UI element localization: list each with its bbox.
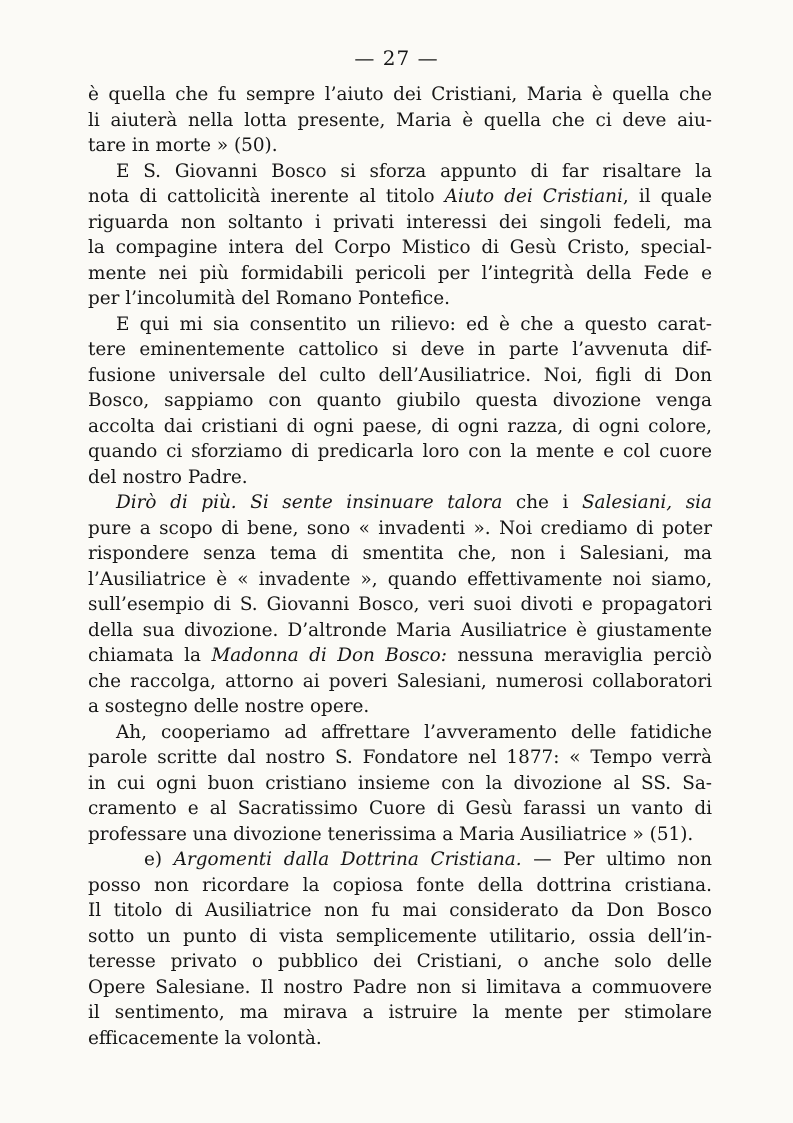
text-run: riguarda non soltanto i privati interessi dei singoli fedeli, ma (88, 211, 712, 233)
text-line (88, 898, 712, 924)
text-line (88, 388, 712, 414)
italic-text: Salesiani, sia (581, 492, 712, 513)
text-run: teresse privato o pubblico dei Cristiani, o anche solo delle (88, 951, 712, 972)
text-run: tere eminentemente cattolico si deve in parte l’avvenuta dif- (88, 339, 712, 360)
text-run: per l’incolumità del Romano Pontefice. (88, 288, 450, 309)
text-run: pure a scopo di bene, sono « invadenti ». Noi crediamo di poter (88, 517, 712, 539)
text-line (88, 363, 712, 389)
text-run: sotto un punto di vista semplicemente utilitario, ossia dell’in- (88, 925, 712, 947)
text-run: accolta dai cristiani di ogni paese, di ogni razza, di ogni colore, (88, 415, 712, 437)
text-run: il sentimento, ma mirava a istruire la mente per stimolare (88, 1002, 712, 1023)
text-run: nessuna meraviglia perciò (446, 645, 712, 666)
text-line (88, 516, 712, 542)
text-line (88, 414, 712, 440)
text-run: efficacemente la volontà. (88, 1027, 322, 1049)
text-run: della sua divozione. D’altronde Maria Ausiliatrice è giustamente (88, 619, 712, 641)
text-line (88, 847, 712, 873)
text-line (88, 694, 712, 720)
text-run: del nostro Padre. (88, 466, 248, 488)
text-run: rispondere senza tema di smentita che, non i Salesiani, ma (88, 543, 712, 564)
text-run: Opere Salesiane. Il nostro Padre non si limitava a commuovere (88, 976, 712, 998)
text-run: nota di cattolicità inerente al titolo (88, 186, 445, 207)
text-line (88, 261, 712, 287)
text-run: a sostegno delle nostre opere. (88, 696, 370, 717)
italic-text: Aiuto dei Cristiani (444, 186, 623, 207)
text-line (88, 286, 712, 312)
text-line (88, 822, 712, 848)
text-line (88, 159, 712, 185)
text-run: che i (502, 492, 582, 513)
text-run: E qui mi sia consentito un rilievo: ed è che a questo carat- (116, 313, 712, 335)
text-line (88, 312, 712, 338)
text-line (88, 439, 712, 465)
text-run: Il titolo di Ausiliatrice non fu mai considerato da Don Bosco (88, 900, 712, 921)
text-run: la compagine intera del Corpo Mistico di Gesù Cristo, special- (88, 237, 712, 258)
text-run: Ah, cooperiamo ad affrettare l’avveramento delle fatidiche (116, 721, 712, 743)
text-run: tare in morte » (50). (88, 135, 278, 156)
text-line (88, 643, 712, 669)
text-line (88, 465, 712, 491)
text-line (88, 949, 712, 975)
page-number: — 27 — (354, 46, 439, 70)
text-run: chiamata la (88, 645, 212, 666)
text-line (88, 796, 712, 822)
text-run: sull’esempio di S. Giovanni Bosco, veri suoi divoti e propagatori (88, 594, 712, 615)
text-line (88, 82, 712, 108)
text-run: quando ci sforziamo di predicarla loro con la mente e col cuore (88, 441, 712, 462)
text-line (88, 592, 712, 618)
text-run: mente nei più formidabili pericoli per l’integrità della Fede e (88, 262, 712, 284)
italic-text: Madonna di Don Bosco: (211, 645, 447, 666)
text-run: parole scritte dal nostro S. Fondatore nel 1877: « Tempo verrà (88, 747, 712, 768)
italic-text: Argomenti dalla Dottrina Cristiana. (173, 849, 522, 870)
text-line (88, 618, 712, 644)
text-line (88, 669, 712, 695)
text-run: li aiuterà nella lotta presente, Maria è quella che ci deve aiu- (88, 109, 712, 131)
text-run: l’Ausiliatrice è « invadente », quando effettivamente noi siamo, (88, 568, 712, 590)
text-run: cramento e al Sacratissimo Cuore di Gesù farassi un vanto di (88, 798, 712, 819)
text-line (88, 1000, 712, 1026)
text-line (88, 924, 712, 950)
text-line (88, 235, 712, 261)
text-run: e) (144, 849, 174, 870)
text-line (88, 975, 712, 1001)
text-line (88, 337, 712, 363)
text-line (88, 133, 712, 159)
text-line (88, 567, 712, 593)
body-text (88, 82, 712, 1051)
text-run: fusione universale del culto dell’Ausiliatrice. Noi, figli di Don (88, 364, 712, 386)
text-run: in cui ogni buon cristiano insieme con la divozione al SS. Sa- (88, 772, 712, 794)
italic-text: Dirò di più. Si sente insinuare talora (116, 492, 503, 513)
text-line (88, 541, 712, 567)
text-line (88, 873, 712, 899)
text-run: professare una divozione tenerissima a Maria Ausiliatrice » (51). (88, 823, 694, 845)
text-run: è quella che fu sempre l’aiuto dei Cristiani, Maria è quella che (88, 84, 712, 105)
text-line (88, 184, 712, 210)
text-line (88, 490, 712, 516)
text-run: E S. Giovanni Bosco si sforza appunto di far risaltare la (116, 160, 712, 182)
text-line (88, 771, 712, 797)
text-run: posso non ricordare la copiosa fonte della dottrina cristiana. (88, 874, 712, 896)
text-run: che raccolga, attorno ai poveri Salesiani, numerosi collaboratori (88, 670, 712, 692)
text-run: , il quale (622, 186, 712, 207)
text-run: Bosco, sappiamo con quanto giubilo questa divozione venga (88, 390, 712, 411)
text-line (88, 720, 712, 746)
text-line (88, 108, 712, 134)
text-run: — Per ultimo non (521, 849, 712, 870)
text-line (88, 1026, 712, 1052)
text-line (88, 210, 712, 236)
text-line (88, 745, 712, 771)
